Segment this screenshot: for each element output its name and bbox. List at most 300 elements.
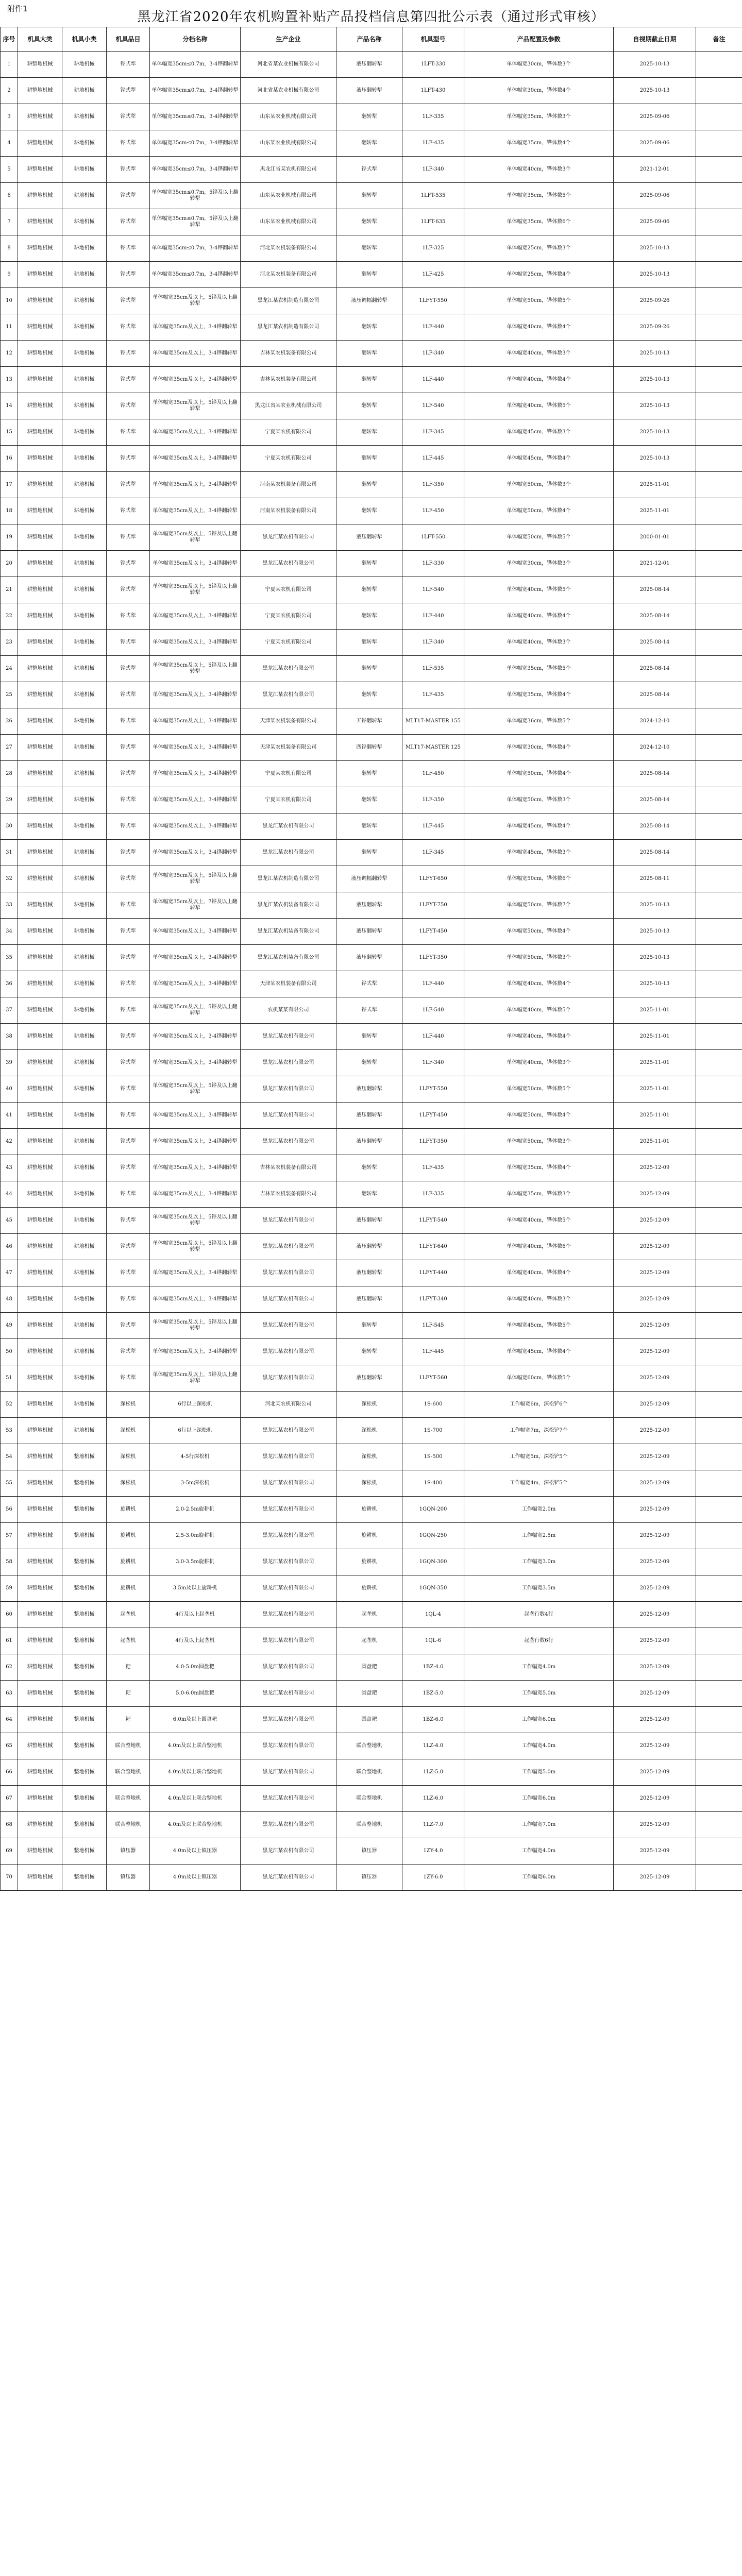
table-cell: 黑龙江某农机有限公司 [241,1812,336,1838]
table-cell: 起垄机 [336,1602,402,1628]
table-cell: 单体幅宽25cm，铧体数4个 [464,262,614,288]
table-cell: 铧式犁 [107,183,150,209]
table-cell: 耕整地机械 [18,551,62,577]
table-cell: 61 [1,1628,18,1654]
table-cell [696,288,742,314]
table-cell: 2025-08-14 [614,656,696,682]
table-cell [696,1313,742,1339]
table-row [1,1497,742,1523]
table-cell: 1QL-6 [402,1628,464,1654]
table-cell [696,52,742,78]
table-row [1,446,742,472]
table-cell: 铧式犁 [107,708,150,735]
table-cell: 耕整地机械 [18,1865,62,1891]
table-cell: 铧式犁 [107,524,150,551]
table-cell [696,130,742,157]
table-cell: 宁夏某农机有限公司 [241,419,336,446]
table-cell: 铧式犁 [107,209,150,235]
table-cell: 1LF-445 [402,446,464,472]
table-cell [696,1786,742,1812]
table-cell: 单体幅宽35cm及以上，3-4铧翻转犁 [150,1260,241,1286]
table-cell: 1LFYT-640 [402,1234,464,1260]
table-row [1,945,742,971]
table-cell: 耕整地机械 [18,341,62,367]
table-row [1,1575,742,1602]
table-cell: 单体幅宽35cm及以上，5铧及以上翻转犁 [150,997,241,1024]
table-cell: 耕整地机械 [18,761,62,787]
table-cell: 耕整地机械 [18,1155,62,1181]
table-cell: 1LF-340 [402,341,464,367]
table-row [1,551,742,577]
table-cell: 翻转犁 [336,367,402,393]
table-cell: 单体幅宽50cm，铧体数5个 [464,524,614,551]
table-cell: 2025-12-09 [614,1418,696,1444]
table-cell: 单体幅宽35cm及以上，3-4铧翻转犁 [150,603,241,630]
table-cell: 铧式犁 [107,971,150,997]
table-cell: 深松机 [107,1470,150,1497]
table-cell: 耕地机械 [62,183,107,209]
table-cell: 4.0m及以上联合整地机 [150,1786,241,1812]
table-cell: 旋耕机 [107,1549,150,1575]
table-row [1,1181,742,1208]
results-table-wrapper [0,27,742,1891]
table-cell: 1LFYT-340 [402,1286,464,1313]
table-cell: 耕整地机械 [18,209,62,235]
table-row [1,1681,742,1707]
table-cell: 1GQN-250 [402,1523,464,1549]
table-cell: 黑龙江某农机有限公司 [241,1076,336,1103]
table-cell: 黑龙江某农机有限公司 [241,1470,336,1497]
table-row [1,1733,742,1759]
table-cell: 单体幅宽35cm及以上，3-4铧翻转犁 [150,761,241,787]
table-cell: 9 [1,262,18,288]
table-cell: 铧式犁 [107,446,150,472]
table-cell: 2025-12-09 [614,1602,696,1628]
table-cell: 耕地机械 [62,1286,107,1313]
table-cell [696,682,742,708]
table-cell: 耕整地机械 [18,78,62,104]
table-cell [696,735,742,761]
table-cell: 1LFYT-350 [402,1129,464,1155]
table-cell: 单体幅宽35cm≤0.7m，3-4铧翻转犁 [150,130,241,157]
table-cell [696,341,742,367]
table-cell: 1LFYT-450 [402,919,464,945]
table-cell: 耕地机械 [62,314,107,341]
table-cell: 铧式犁 [107,1234,150,1260]
table-cell: 耕地机械 [62,840,107,866]
table-cell: 耕整地机械 [18,1707,62,1733]
table-cell: 翻转犁 [336,341,402,367]
table-cell: 工作幅宽2.0m [464,1497,614,1523]
table-cell: 70 [1,1865,18,1891]
table-cell: 1LFT-535 [402,183,464,209]
table-cell: 镇压器 [107,1865,150,1891]
table-cell: 12 [1,341,18,367]
table-cell: 单体幅宽35cm≤0.7m，5铧及以上翻转犁 [150,209,241,235]
table-cell: 翻转犁 [336,840,402,866]
table-cell: 2025-12-09 [614,1681,696,1707]
table-cell: 1LF-425 [402,262,464,288]
table-cell: 宁夏某农机有限公司 [241,577,336,603]
table-cell: 耕整地机械 [18,1470,62,1497]
table-cell: 单体幅宽35cm≤0.7m，3-4铧翻转犁 [150,235,241,262]
table-cell: 2025-11-01 [614,1050,696,1076]
table-cell: 单体幅宽50cm，铧体数3个 [464,472,614,498]
table-cell: 单体幅宽35cm及以上，5铧及以上翻转犁 [150,577,241,603]
table-cell: 工作幅宽3.0m [464,1549,614,1575]
table-cell: 工作幅宽4.0m [464,1733,614,1759]
table-cell: 2025-09-26 [614,314,696,341]
table-cell: 耕整地机械 [18,1549,62,1575]
table-cell [696,524,742,551]
table-cell: 黑龙江某农机有限公司 [241,840,336,866]
table-row [1,1654,742,1681]
table-row [1,1786,742,1812]
table-cell: 2025-12-09 [614,1365,696,1392]
table-cell: 铧式犁 [107,1365,150,1392]
table-cell: 52 [1,1392,18,1418]
table-cell: 山东某农业机械有限公司 [241,209,336,235]
table-cell: 7 [1,209,18,235]
table-cell: 47 [1,1260,18,1286]
table-cell: 21 [1,577,18,603]
column-header: 序号 [1,27,18,52]
table-cell: 单体幅宽35cm及以上，3-4铧翻转犁 [150,814,241,840]
table-cell: 2025-08-14 [614,840,696,866]
table-cell: 耕整地机械 [18,945,62,971]
table-row [1,1129,742,1155]
table-cell: 1LF-335 [402,104,464,130]
table-cell: 整地机械 [62,1575,107,1602]
table-cell: 耕地机械 [62,1313,107,1339]
table-cell: 单体幅宽35cm及以上，3-4铧翻转犁 [150,341,241,367]
table-cell: 镇压器 [107,1838,150,1865]
table-cell: 翻转犁 [336,262,402,288]
table-cell: 66 [1,1759,18,1786]
table-cell: 1LZ-5.0 [402,1759,464,1786]
table-cell: 铧式犁 [107,1313,150,1339]
table-cell: 1S-600 [402,1392,464,1418]
table-cell: 翻转犁 [336,1155,402,1181]
table-cell: 6行以上深松机 [150,1418,241,1444]
table-cell: 2025-11-01 [614,498,696,524]
table-cell: 耕整地机械 [18,919,62,945]
table-row [1,1392,742,1418]
table-cell: 液压翻转犁 [336,524,402,551]
table-cell: 圆盘耙 [336,1654,402,1681]
table-cell: 山东某农业机械有限公司 [241,130,336,157]
table-cell: 起垄机 [107,1602,150,1628]
table-cell: 耕整地机械 [18,997,62,1024]
table-row [1,866,742,892]
table-cell: 翻转犁 [336,498,402,524]
table-cell: 耕地机械 [62,288,107,314]
table-row [1,814,742,840]
table-cell: 耕整地机械 [18,183,62,209]
table-cell: MLT17-MASTER 125 [402,735,464,761]
table-cell: 46 [1,1234,18,1260]
table-cell: 2025-11-01 [614,1129,696,1155]
table-cell: 3 [1,104,18,130]
table-cell: 铧式犁 [107,840,150,866]
table-cell: 黑龙江某农机有限公司 [241,1654,336,1681]
table-cell: 65 [1,1733,18,1759]
table-cell: 联合整地机 [107,1786,150,1812]
table-cell: 1S-400 [402,1470,464,1497]
table-cell: 2025-12-09 [614,1759,696,1786]
table-cell: 单体幅宽35cm≤0.7m，3-4铧翻转犁 [150,157,241,183]
table-cell: 铧式犁 [107,157,150,183]
table-cell: 2025-08-14 [614,577,696,603]
table-cell: 单体幅宽50cm，铧体数3个 [464,945,614,971]
table-cell: 4-5行深松机 [150,1444,241,1470]
table-cell: 4.0m及以上联合整地机 [150,1812,241,1838]
table-cell: 耕整地机械 [18,1418,62,1444]
table-cell [696,1339,742,1365]
table-cell [696,1654,742,1681]
table-cell: 6.0m及以上圆盘耙 [150,1707,241,1733]
table-cell: 耕整地机械 [18,1654,62,1681]
table-cell: 耕地机械 [62,630,107,656]
table-cell: 1LFYT-750 [402,892,464,919]
table-cell: 58 [1,1549,18,1575]
table-cell: 耕整地机械 [18,1759,62,1786]
table-row [1,288,742,314]
table-cell: 单体幅宽40cm，铧体数6个 [464,1234,614,1260]
table-cell: 起垄机 [336,1628,402,1654]
table-cell: 液压调幅翻转犁 [336,866,402,892]
table-cell: 2025-12-09 [614,1181,696,1208]
table-cell: 黑龙江某农机有限公司 [241,1103,336,1129]
table-cell: 单体幅宽50cm，铧体数6个 [464,866,614,892]
table-cell: 铧式犁 [336,971,402,997]
table-cell: 黑龙江某农机有限公司 [241,1339,336,1365]
table-cell: 单体幅宽35cm及以上，3-4铧翻转犁 [150,735,241,761]
table-cell: 耕整地机械 [18,524,62,551]
table-cell: 单体幅宽35cm及以上，5铧及以上翻转犁 [150,656,241,682]
table-cell: 单体幅宽40cm，铧体数3个 [464,341,614,367]
table-cell: 单体幅宽30cm，铧体数4个 [464,78,614,104]
table-cell: 耕整地机械 [18,393,62,419]
table-cell: 宁夏某农机有限公司 [241,603,336,630]
table-cell: 2000-01-01 [614,524,696,551]
table-cell: 黑龙江某农机有限公司 [241,1681,336,1707]
table-cell: 液压翻转犁 [336,1260,402,1286]
table-cell: 2025-10-13 [614,892,696,919]
table-cell: 耕整地机械 [18,472,62,498]
table-cell: 单体幅宽40cm，铧体数5个 [464,577,614,603]
table-cell: 2025-11-01 [614,1103,696,1129]
table-cell: 耕整地机械 [18,1208,62,1234]
table-cell: 耕整地机械 [18,787,62,814]
table-cell [696,1733,742,1759]
table-row [1,682,742,708]
table-cell: 耕地机械 [62,866,107,892]
table-cell: 耕地机械 [62,130,107,157]
table-cell: 1LFYT-560 [402,1365,464,1392]
table-row [1,1155,742,1181]
table-cell: 33 [1,892,18,919]
table-cell: 黑龙江某农机有限公司 [241,1208,336,1234]
table-cell: 单体幅宽35cm及以上，5铧及以上翻转犁 [150,1365,241,1392]
table-cell: 河北省某农业机械有限公司 [241,52,336,78]
table-cell: 铧式犁 [107,919,150,945]
table-cell: 1ZY-6.0 [402,1865,464,1891]
table-cell: 耙 [107,1654,150,1681]
table-cell: 液压翻转犁 [336,52,402,78]
table-cell: 1LF-445 [402,1339,464,1365]
table-cell [696,1444,742,1470]
table-cell: 耕整地机械 [18,971,62,997]
table-cell: 2025-08-14 [614,682,696,708]
table-cell: 耕地机械 [62,341,107,367]
table-cell: 天津某农机装备有限公司 [241,971,336,997]
table-cell: 单体幅宽36cm，铧体数5个 [464,708,614,735]
table-cell: 黑龙江某农机制造有限公司 [241,866,336,892]
table-cell: 单体幅宽40cm，铧体数3个 [464,1286,614,1313]
table-cell: 起垄机 [107,1628,150,1654]
table-cell [696,603,742,630]
table-cell: 铧式犁 [107,551,150,577]
table-cell: 耕整地机械 [18,1392,62,1418]
column-header: 产品名称 [336,27,402,52]
table-cell: 山东某农业机械有限公司 [241,183,336,209]
table-cell: 翻转犁 [336,130,402,157]
table-cell: 1LF-545 [402,1313,464,1339]
table-row [1,919,742,945]
table-cell: 单体幅宽35cm及以上，5铧及以上翻转犁 [150,1234,241,1260]
table-cell: 耕地机械 [62,104,107,130]
table-row [1,419,742,446]
table-cell: 1LFYT-440 [402,1260,464,1286]
table-cell: 翻转犁 [336,209,402,235]
table-cell: 耕地机械 [62,1050,107,1076]
table-row [1,735,742,761]
table-cell: 耕整地机械 [18,1103,62,1129]
table-cell: 1LFYT-550 [402,288,464,314]
table-cell: 2025-09-06 [614,130,696,157]
table-cell: 耕地机械 [62,945,107,971]
table-row [1,1759,742,1786]
table-cell [696,498,742,524]
table-cell: 铧式犁 [107,262,150,288]
table-cell: 单体幅宽35cm及以上，5铧及以上翻转犁 [150,288,241,314]
table-cell: 43 [1,1155,18,1181]
table-cell: 单体幅宽35cm，铧体数4个 [464,130,614,157]
table-cell: 耕整地机械 [18,1523,62,1549]
results-table [0,27,742,1891]
table-cell: 耕地机械 [62,656,107,682]
table-cell: 黑龙江省某农业机械有限公司 [241,393,336,419]
table-cell: 液压调幅翻转犁 [336,288,402,314]
table-cell: 联合整地机 [107,1733,150,1759]
table-cell [696,209,742,235]
table-cell: 黑龙江某农机有限公司 [241,1234,336,1260]
table-cell [696,971,742,997]
table-cell: 2025-10-13 [614,919,696,945]
table-row [1,1865,742,1891]
table-cell: 单体幅宽35cm，铧体数5个 [464,656,614,682]
table-cell: 2025-08-14 [614,603,696,630]
table-cell: 耕整地机械 [18,1234,62,1260]
table-cell [696,472,742,498]
table-cell: 耕地机械 [62,1208,107,1234]
table-cell: 单体幅宽45cm，铧体数3个 [464,419,614,446]
table-cell: 工作幅宽5m，深松铲5个 [464,1444,614,1470]
table-cell: 30 [1,814,18,840]
table-cell: 2025-12-09 [614,1208,696,1234]
table-cell: 单体幅宽40cm，铧体数3个 [464,157,614,183]
table-cell: 单体幅宽50cm，铧体数4个 [464,761,614,787]
column-header: 自视期截止日期 [614,27,696,52]
table-cell: 耕整地机械 [18,1444,62,1470]
table-cell: 耕地机械 [62,472,107,498]
table-cell: 1LF-450 [402,498,464,524]
table-cell: 吉林某农机装备有限公司 [241,367,336,393]
column-header: 机具品目 [107,27,150,52]
table-row [1,997,742,1024]
table-cell: 63 [1,1681,18,1707]
table-cell: 1LFYT-540 [402,1208,464,1234]
table-row [1,840,742,866]
table-row [1,630,742,656]
table-cell: 整地机械 [62,1549,107,1575]
table-cell: 深松机 [107,1418,150,1444]
table-cell: 2025-10-13 [614,393,696,419]
table-cell: 液压翻转犁 [336,1129,402,1155]
table-cell: 单体幅宽40cm，铧体数3个 [464,630,614,656]
table-cell: 黑龙江某农机装备有限公司 [241,892,336,919]
table-cell: 整地机械 [62,1681,107,1707]
table-cell: 黑龙江某农机有限公司 [241,1497,336,1523]
table-cell: 铧式犁 [107,1024,150,1050]
table-cell: 64 [1,1707,18,1733]
table-cell: 天津某农机装备有限公司 [241,708,336,735]
table-cell: 2025-09-06 [614,209,696,235]
table-cell: 耕整地机械 [18,314,62,341]
table-cell: 黑龙江某农机有限公司 [241,1260,336,1286]
table-cell: 单体幅宽40cm，铧体数3个 [464,1050,614,1076]
table-cell: 50 [1,1339,18,1365]
table-cell: 2.5-3.0m旋耕机 [150,1523,241,1549]
table-cell: 2025-10-13 [614,78,696,104]
table-cell: 68 [1,1812,18,1838]
table-cell: 单体幅宽35cm及以上，3-4铧翻转犁 [150,708,241,735]
table-cell: 1LF-440 [402,314,464,341]
table-cell: 1LF-440 [402,603,464,630]
table-cell: 3.5m及以上旋耕机 [150,1575,241,1602]
table-cell [696,997,742,1024]
table-cell: 黑龙江某农机有限公司 [241,814,336,840]
table-cell: 1LFYT-650 [402,866,464,892]
table-cell: 单体幅宽35cm≤0.7m，3-4铧翻转犁 [150,78,241,104]
table-cell: 单体幅宽35cm及以上，3-4铧翻转犁 [150,1181,241,1208]
table-cell: 29 [1,787,18,814]
table-cell: 耕地机械 [62,262,107,288]
table-cell: 黑龙江某农机有限公司 [241,1628,336,1654]
column-header: 产品配置及参数 [464,27,614,52]
table-cell [696,1050,742,1076]
table-cell: 2025-12-09 [614,1812,696,1838]
table-row [1,524,742,551]
table-row [1,656,742,682]
table-cell: 耕地机械 [62,1155,107,1181]
table-cell: 单体幅宽35cm≤0.7m，3-4铧翻转犁 [150,52,241,78]
table-row [1,262,742,288]
table-row [1,183,742,209]
table-cell: 耕地机械 [62,52,107,78]
table-cell: 翻转犁 [336,761,402,787]
